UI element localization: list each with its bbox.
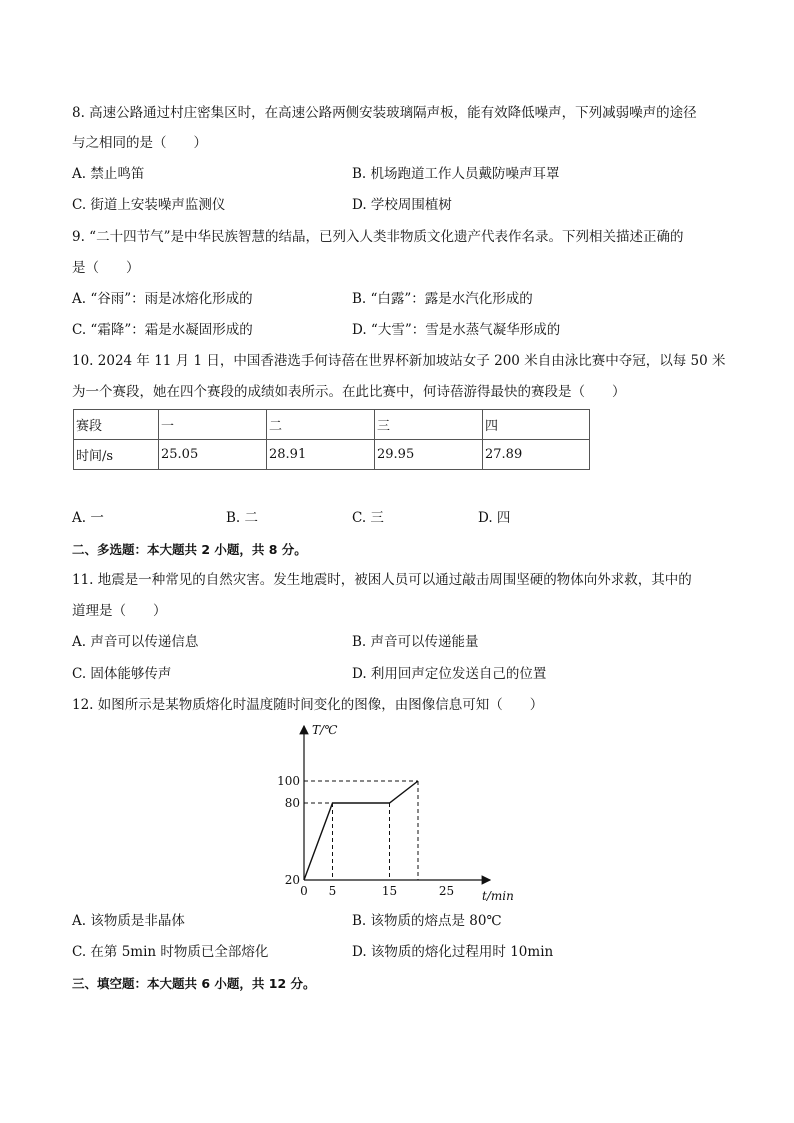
x-tick-label: 5: [328, 884, 337, 898]
q12-option-d[interactable]: D. 该物质的熔化过程用时 10min: [352, 944, 554, 960]
melting-curve-chart: [270, 718, 514, 908]
q10-stem-line1: 10. 2024 年 11 月 1 日，中国香港选手何诗蓓在世界杯新加坡站女子 200 米自由泳比赛中夺冠，以每 50 米: [72, 353, 726, 369]
section-heading-fill-in: 三、填空题：本大题共 6 小题，共 12 分。: [72, 976, 316, 991]
q10-option-b[interactable]: B. 二: [226, 510, 259, 526]
q11-option-b[interactable]: B. 声音可以传递能量: [352, 634, 479, 650]
table-cell: 25.05: [159, 440, 267, 470]
section-heading-multiple-choice: 二、多选题：本大题共 2 小题，共 8 分。: [72, 542, 307, 557]
table-cell: 时间/s: [74, 440, 159, 470]
q8-option-d[interactable]: D. 学校周围植树: [352, 197, 452, 213]
q8-stem-line1: 8. 高速公路通过村庄密集区时，在高速公路两侧安装玻璃隔声板，能有效降低噪声，下列减弱噪声的途径: [72, 105, 697, 121]
y-tick-label: 20: [284, 873, 300, 887]
q9-option-c[interactable]: C. “霜降”：霜是水凝固形成的: [72, 322, 253, 338]
table-row: [74, 410, 590, 440]
table-cell: 28.91: [267, 440, 375, 470]
table-cell: 赛段: [74, 410, 159, 440]
table-cell: 29.95: [375, 440, 483, 470]
q12-option-a[interactable]: A. 该物质是非晶体: [72, 913, 185, 929]
q9-option-b[interactable]: B. “白露”：露是水汽化形成的: [352, 291, 533, 307]
x-tick-label: 15: [381, 884, 398, 898]
x-tick-label: 25: [438, 884, 455, 898]
q11-stem-line2: 道理是（ ）: [72, 603, 167, 619]
q9-stem-line2: 是（ ）: [72, 260, 140, 276]
table-cell: 三: [375, 410, 483, 440]
race-times-table: [73, 409, 590, 470]
q8-option-c[interactable]: C. 街道上安装噪声监测仪: [72, 197, 226, 213]
q10-option-c[interactable]: C. 三: [352, 510, 384, 526]
q10-option-a[interactable]: A. 一: [72, 510, 104, 526]
q10-stem-line2: 为一个赛段，她在四个赛段的成绩如表所示。在此比赛中，何诗蓓游得最快的赛段是（ ）: [72, 384, 626, 400]
y-tick-label: 100: [277, 774, 300, 788]
q12-stem: 12. 如图所示是某物质熔化时温度随时间变化的图像，由图像信息可知（ ）: [72, 697, 544, 713]
q10-option-d[interactable]: D. 四: [478, 510, 511, 526]
y-tick-label: 80: [284, 796, 300, 810]
q12-option-c[interactable]: C. 在第 5min 时物质已全部熔化: [72, 944, 269, 960]
table-cell: 27.89: [483, 440, 590, 470]
q8-option-b[interactable]: B. 机场跑道工作人员戴防噪声耳罩: [352, 166, 560, 182]
y-axis-label: T/℃: [312, 723, 338, 737]
q11-option-d[interactable]: D. 利用回声定位发送自己的位置: [352, 666, 547, 682]
table-cell: 一: [159, 410, 267, 440]
melting-curve-line: [304, 781, 418, 880]
q8-option-a[interactable]: A. 禁止鸣笛: [72, 166, 145, 182]
table-cell: 四: [483, 410, 590, 440]
x-tick-label: 0: [300, 884, 308, 898]
q11-stem-line1: 11. 地震是一种常见的自然灾害。发生地震时，被困人员可以通过敲击周围坚硬的物体向外求救，其中的: [72, 572, 692, 588]
q11-option-a[interactable]: A. 声音可以传递信息: [72, 634, 199, 650]
table-cell: 二: [267, 410, 375, 440]
q11-option-c[interactable]: C. 固体能够传声: [72, 666, 172, 682]
q9-option-d[interactable]: D. “大雪”：雪是水蒸气凝华形成的: [352, 322, 561, 338]
table-row: [74, 440, 590, 470]
q9-stem-line1: 9. “二十四节气”是中华民族智慧的结晶，已列入人类非物质文化遗产代表作名录。下列相关描述正确的: [72, 229, 684, 245]
q12-option-b[interactable]: B. 该物质的熔点是 80℃: [352, 913, 502, 929]
q8-stem-line2: 与之相同的是（ ）: [72, 135, 207, 151]
x-axis-label: t/min: [482, 889, 514, 903]
q9-option-a[interactable]: A. “谷雨”：雨是冰熔化形成的: [72, 291, 253, 307]
